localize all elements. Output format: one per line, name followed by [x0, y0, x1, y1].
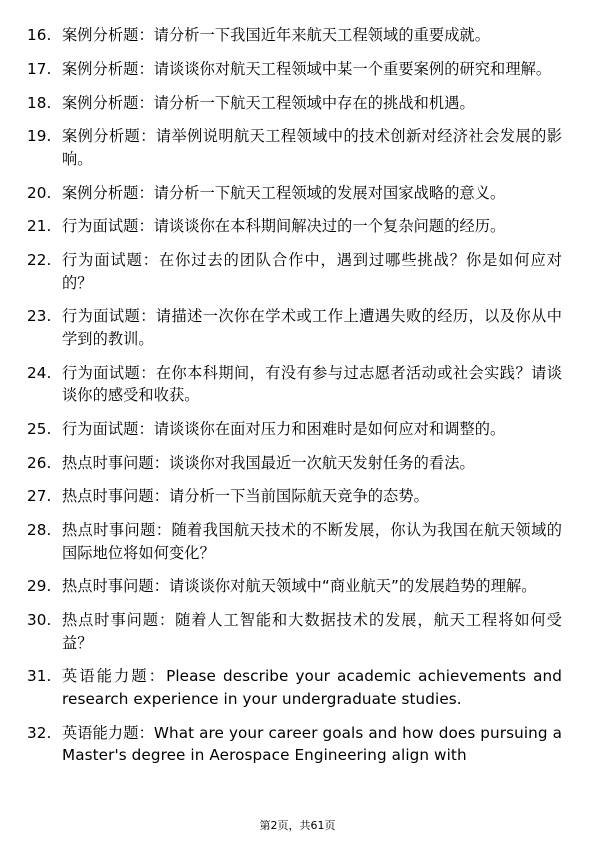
question-category: 行为面试题 — [62, 251, 143, 270]
question-number: 28. — [27, 521, 52, 540]
question-text — [62, 362, 562, 407]
question-text — [62, 305, 562, 350]
question-category: 热点时事问题 — [62, 453, 154, 472]
category-separator: ： — [138, 723, 154, 742]
question-item — [27, 418, 562, 440]
question-text — [62, 182, 562, 204]
question-text — [62, 418, 562, 440]
question-body: 请谈谈你对航天领域中“商业航天”的发展趋势的理解。 — [169, 577, 537, 596]
question-body: 请谈谈你在本科期间解决过的一个复杂问题的经历。 — [153, 217, 506, 236]
question-body: 请谈谈你在面对压力和困难时是如何应对和调整的。 — [153, 419, 506, 438]
question-body: 在你本科期间，有没有参与过志愿者活动或社会实践？请谈谈你的感受和收获。 — [62, 363, 562, 404]
question-number: 19. — [27, 127, 52, 146]
question-item — [27, 182, 562, 204]
question-category: 行为面试题 — [62, 307, 141, 326]
question-text — [62, 519, 562, 564]
category-separator: ： — [140, 363, 156, 382]
question-category: 英语能力题 — [62, 667, 149, 686]
question-body: 请谈谈你对航天工程领域中某一个重要案例的研究和理解。 — [153, 59, 552, 78]
category-separator: ： — [155, 521, 172, 540]
question-body: 随着我国航天技术的不断发展，你认为我国在航天领域的国际地位将如何变化？ — [62, 521, 562, 562]
question-number: 31. — [27, 667, 52, 686]
question-item — [27, 519, 562, 564]
question-category: 行为面试题 — [62, 217, 139, 236]
question-body: What are your career goals and how does pursuing a Master's degree in Aerospace Engineering align with — [62, 723, 562, 764]
category-separator: ： — [138, 59, 154, 78]
question-category: 案例分析题 — [62, 59, 139, 78]
question-item — [27, 249, 562, 294]
question-item — [27, 575, 562, 597]
question-category: 行为面试题 — [62, 363, 141, 382]
question-number: 25. — [27, 419, 52, 438]
question-item — [27, 92, 562, 114]
category-separator: ： — [148, 667, 167, 686]
question-category: 行为面试题 — [62, 419, 139, 438]
question-category: 热点时事问题 — [62, 611, 159, 630]
category-separator: ： — [153, 453, 170, 472]
question-text — [62, 125, 562, 170]
question-text — [62, 249, 562, 294]
category-separator: ： — [140, 307, 156, 326]
question-item — [27, 722, 562, 767]
question-text — [62, 609, 562, 654]
question-body: 请分析一下当前国际航天竞争的态势。 — [169, 487, 429, 506]
question-number: 32. — [27, 723, 52, 742]
category-separator: ： — [140, 127, 156, 146]
question-category: 热点时事问题 — [62, 487, 154, 506]
question-category: 案例分析题 — [62, 26, 139, 44]
question-item — [27, 362, 562, 407]
question-number: 29. — [27, 577, 52, 596]
question-number: 21. — [27, 217, 52, 236]
question-number: 23. — [27, 307, 52, 326]
question-number: 18. — [27, 93, 52, 112]
question-body: 在你过去的团队合作中，遇到过哪些挑战？你是如何应对的？ — [62, 251, 563, 292]
question-category: 案例分析题 — [62, 127, 141, 146]
question-number: 17. — [27, 59, 52, 78]
question-text — [62, 24, 562, 46]
question-number: 20. — [27, 183, 52, 202]
question-body: 请分析一下我国近年来航天工程领域的重要成就。 — [153, 26, 491, 44]
question-number: 26. — [27, 453, 52, 472]
question-category: 热点时事问题 — [62, 521, 156, 540]
question-item — [27, 215, 562, 237]
question-text — [62, 575, 562, 597]
question-category: 案例分析题 — [62, 183, 139, 202]
question-text — [62, 215, 562, 237]
question-body: 随着人工智能和大数据技术的发展，航天工程将如何受益？ — [62, 611, 562, 652]
category-separator: ： — [153, 577, 170, 596]
question-category: 热点时事问题 — [62, 577, 154, 596]
category-separator: ： — [138, 93, 154, 112]
question-number: 27. — [27, 487, 52, 506]
question-item — [27, 485, 562, 507]
question-body: 请描述一次你在学术或工作上遭遇失败的经历，以及你从中学到的教训。 — [62, 307, 562, 348]
category-separator: ： — [142, 251, 159, 270]
question-body: 请分析一下航天工程领域的发展对国家战略的意义。 — [153, 183, 506, 202]
question-list — [27, 24, 562, 778]
question-item — [27, 452, 562, 474]
question-item — [27, 24, 562, 46]
question-category: 英语能力题 — [62, 723, 139, 742]
question-body: Please describe your academic achievements and research experience in your undergraduate studies. — [62, 667, 562, 708]
question-text — [62, 92, 562, 114]
question-body: 请举例说明航天工程领域中的技术创新对经济社会发展的影响。 — [62, 127, 562, 168]
page-number: 第2页，共61页 — [259, 819, 336, 832]
question-text — [62, 665, 562, 710]
question-item — [27, 665, 562, 710]
question-number: 30. — [27, 611, 52, 630]
question-item — [27, 609, 562, 654]
category-separator: ： — [138, 419, 154, 438]
category-separator: ： — [138, 183, 154, 202]
question-text — [62, 58, 562, 80]
question-body: 请分析一下航天工程领域中存在的挑战和机遇。 — [153, 93, 475, 112]
category-separator: ： — [158, 611, 176, 630]
question-item — [27, 125, 562, 170]
question-text — [62, 722, 562, 767]
question-text — [62, 452, 562, 474]
question-body: 谈谈你对我国最近一次航天发射任务的看法。 — [169, 453, 475, 472]
question-number: 16. — [27, 26, 52, 44]
question-item — [27, 58, 562, 80]
question-number: 24. — [27, 363, 52, 382]
question-category: 案例分析题 — [62, 93, 139, 112]
category-separator: ： — [138, 26, 154, 44]
question-number: 22. — [27, 251, 52, 270]
question-item — [27, 305, 562, 350]
category-separator: ： — [153, 487, 170, 506]
category-separator: ： — [138, 217, 154, 236]
question-text — [62, 485, 562, 507]
